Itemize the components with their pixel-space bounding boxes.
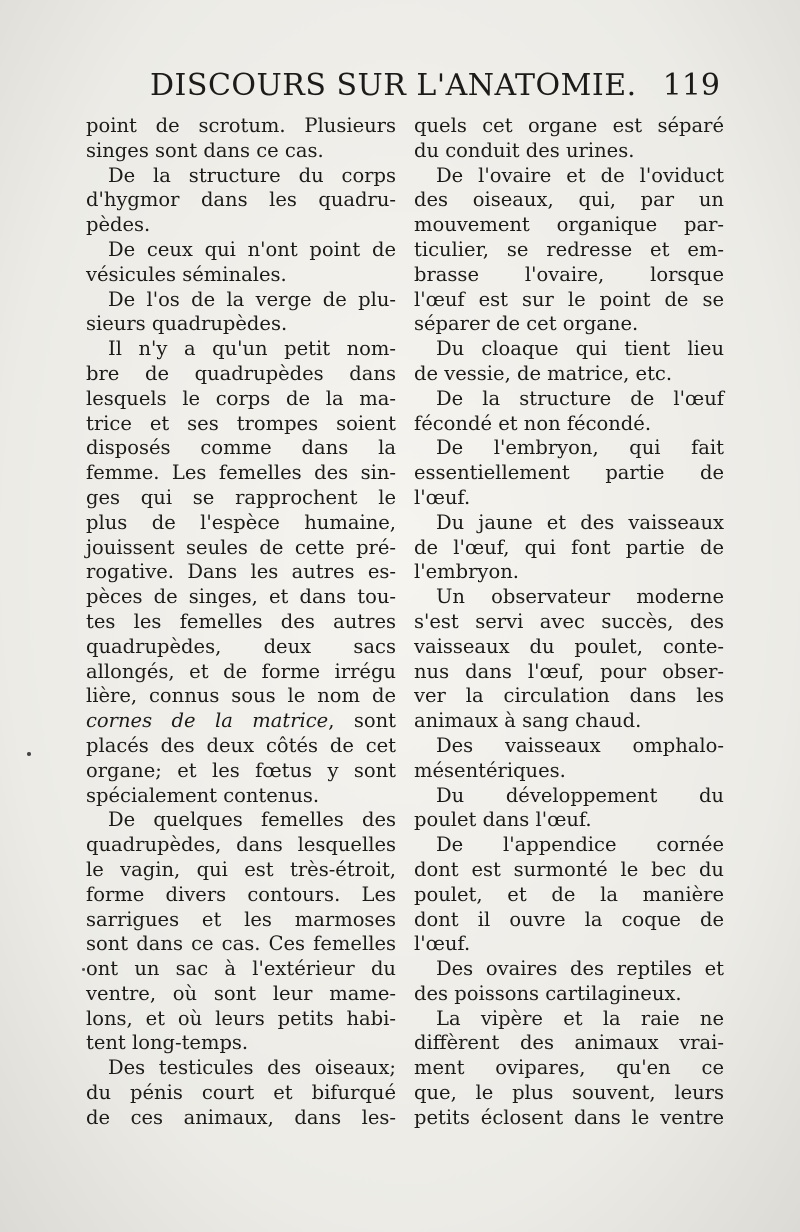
text-line: Des ovaires des reptiles et [436,957,724,981]
text-line: De l'os de la verge de plu- [108,287,396,311]
ink-speck [27,752,31,756]
text-line: ventre, où sont leur mame- [86,981,396,1005]
text-line: séparer de cet organe. [414,312,639,336]
text-line: sieurs quadrupèdes. [86,312,288,336]
text-line: singes sont dans ce cas. [86,138,324,162]
left-text-column [86,114,396,1131]
text-line: Du cloaque qui tient lieu [436,337,724,361]
text-line: vaisseaux du poulet, conte- [414,634,724,658]
text-line: sarrigues et les marmoses [86,907,396,931]
text-line: Il n'y a qu'un petit nom- [108,337,396,361]
text-line: ont un sac à l'extérieur du [86,957,396,981]
text-line: ticulier, se redresse et em- [414,237,724,261]
text-line: Du jaune et des vaisseaux [436,510,724,534]
text-line: rogative. Dans les autres es- [86,560,396,584]
text-line: quadrupèdes, dans lesquelles [86,833,396,857]
text-line: pèces de singes, et dans tou- [86,585,396,609]
text-line: du pénis court et bifurqué [86,1081,396,1105]
text-line: cornes de la matrice, sont [86,709,396,733]
text-line: nus dans l'œuf, pour obser- [414,659,724,683]
italic-term: cornes de la matrice [86,709,329,733]
text-line: Du développement du [436,783,724,807]
text-line: dont il ouvre la coque de [414,907,724,931]
text-line: de vessie, de matrice, etc. [414,361,673,385]
text-line: animaux à sang chaud. [414,709,642,733]
text-line: ver la circulation dans les [414,684,724,708]
text-line: bre de quadrupèdes dans [86,361,396,385]
text-line: de ces animaux, dans les- [86,1105,396,1129]
text-line: l'œuf est sur le point de se [414,287,724,311]
page-header [150,68,720,108]
text-line: de l'œuf, qui font partie de [414,535,724,559]
text-line: De la structure de l'œuf [436,386,724,410]
text-line: mésentériques. [414,758,566,782]
text-line: De ceux qui n'ont point de [108,237,396,261]
text-line: allongés, et de forme irrégu [86,659,396,683]
text-line: point de scrotum. Plusieurs [86,114,396,137]
text-line: l'œuf. [414,485,471,509]
text-line: De l'ovaire et de l'oviduct [436,163,724,187]
text-line: du conduit des urines. [414,138,635,162]
page-number: 119 [662,68,720,103]
text-line: Un observateur moderne [436,585,724,609]
text-line: Des vaisseaux omphalo- [436,733,724,757]
text-line: mouvement organique par- [414,213,724,237]
text-line: De l'appendice cornée [436,833,724,857]
text-line: ges qui se rapprochent le [86,485,396,509]
text-line: jouissent seules de cette pré- [86,535,396,559]
text-line: l'embryon. [414,560,519,584]
text-line: fécondé et non fécondé. [414,411,652,435]
text-line: poulet dans l'œuf. [414,808,592,832]
text-line: trice et ses trompes soient [86,411,396,435]
text-line: d'hygmor dans les quadru- [86,188,396,212]
text-line: spécialement contenus. [86,783,320,807]
text-line: De l'embryon, qui fait [436,436,724,460]
text-line: organe; et les fœtus y sont [86,758,396,782]
text-line: lons, et où leurs petits habi- [86,1006,396,1030]
text-line: La vipère et la raie ne [436,1006,724,1030]
text-line: disposés comme dans la [86,436,396,460]
text-line: quels cet organe est séparé [414,114,724,137]
text-line: lesquels le corps de la ma- [86,386,396,410]
text-line: petits éclosent dans le ventre [414,1105,724,1129]
text-line: forme divers contours. Les [86,882,396,906]
text-line: sont dans ce cas. Ces femelles [86,932,396,956]
text-line: l'œuf. [414,932,471,956]
text-line: quadrupèdes, deux sacs [86,634,396,658]
text-line: tes les femelles des autres [86,609,396,633]
right-text-column [414,114,724,1131]
text-line: Des testicules des oiseaux; [108,1056,396,1080]
text-line: ment ovipares, qu'en ce [414,1056,724,1080]
text-line: femme. Les femelles des sin- [86,461,396,485]
text-line: De quelques femelles des [108,808,396,832]
ink-speck [82,968,85,971]
running-title: DISCOURS SUR L'ANATOMIE. [150,68,637,103]
text-line: placés des deux côtés de cet [86,733,396,757]
text-line: diffèrent des animaux vrai- [414,1031,724,1055]
text-line: le vagin, qui est très-étroit, [86,857,396,881]
text-line: lière, connus sous le nom de [86,684,396,708]
text-line: De la structure du corps [108,163,396,187]
text-line: poulet, et de la manière [414,882,724,906]
text-line: brasse l'ovaire, lorsque [414,262,724,286]
text-line: vésicules séminales. [86,262,287,286]
text-line: tent long-temps. [86,1031,249,1055]
text-line: pèdes. [86,213,151,237]
text-line: essentiellement partie de [414,461,724,485]
text-line: s'est servi avec succès, des [414,609,724,633]
text-line: dont est surmonté le bec du [414,857,724,881]
text-line: plus de l'espèce humaine, [86,510,396,534]
text-line: des poissons cartilagineux. [414,981,682,1005]
text-line: que, le plus souvent, leurs [414,1081,724,1105]
text-line: des oiseaux, qui, par un [414,188,724,212]
